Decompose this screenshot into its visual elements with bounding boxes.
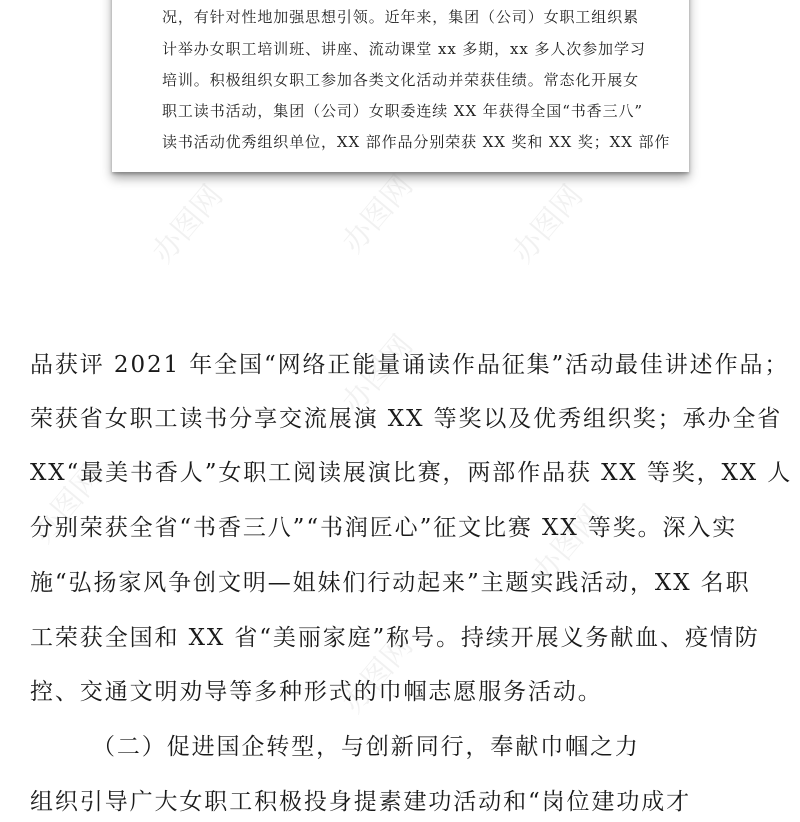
paragraph-line: 分别荣获全省“书香三八”“书润匠心”征文比赛 XX 等奖。深入实 — [30, 515, 738, 541]
preview-line: 计举办女职工培训班、讲座、流动课堂 xx 多期，xx 多人次参加学习 — [162, 40, 646, 58]
page-preview-card — [112, 0, 689, 172]
watermark: 办图网 — [145, 178, 231, 270]
watermark: 办图网 — [525, 498, 611, 590]
paragraph-line: 控、交通文明劝导等多种形式的巾帼志愿服务活动。 — [30, 679, 603, 705]
preview-line: 培训。积极组织女职工参加各类文化活动并荣获佳绩。常态化开展女 — [162, 71, 640, 89]
paragraph-line: XX“最美书香人”女职工阅读展演比赛，两部作品获 XX 等奖，XX 人 — [30, 460, 793, 486]
section-heading: （二）促进国企转型，与创新同行，奉献巾帼之力 — [92, 734, 640, 760]
preview-line: 读书活动优秀组织单位，XX 部作品分别荣获 XX 奖和 XX 奖；XX 部作 — [162, 133, 671, 151]
watermark: 办图网 — [335, 328, 421, 420]
paragraph-line: 荣获省女职工读书分享交流展演 XX 等奖以及优秀组织奖；承办全省 — [30, 406, 783, 432]
paragraph-line-cut: 组织引导广大女职工积极投身提素建功活动和“岗位建功成才 — [30, 789, 692, 815]
paragraph-line: 品获评 2021 年全国“网络正能量诵读作品征集”活动最佳讲述作品； — [30, 352, 790, 378]
paragraph-line: 施“弘扬家风争创文明—姐妹们行动起来”主题实践活动，XX 名职 — [30, 570, 751, 596]
watermark: 办图网 — [25, 458, 111, 550]
paragraph-line: 工荣获全国和 XX 省“美丽家庭”称号。持续开展义务献血、疫情防 — [30, 625, 760, 651]
preview-line: 职工读书活动，集团（公司）女职委连续 XX 年获得全国“书香三八” — [162, 102, 643, 120]
watermark: 办图网 — [335, 168, 421, 260]
preview-line: 况，有针对性地加强思想引领。近年来，集团（公司）女职工组织累 — [162, 8, 640, 26]
watermark: 办图网 — [335, 628, 421, 720]
watermark: 办图网 — [505, 178, 591, 270]
